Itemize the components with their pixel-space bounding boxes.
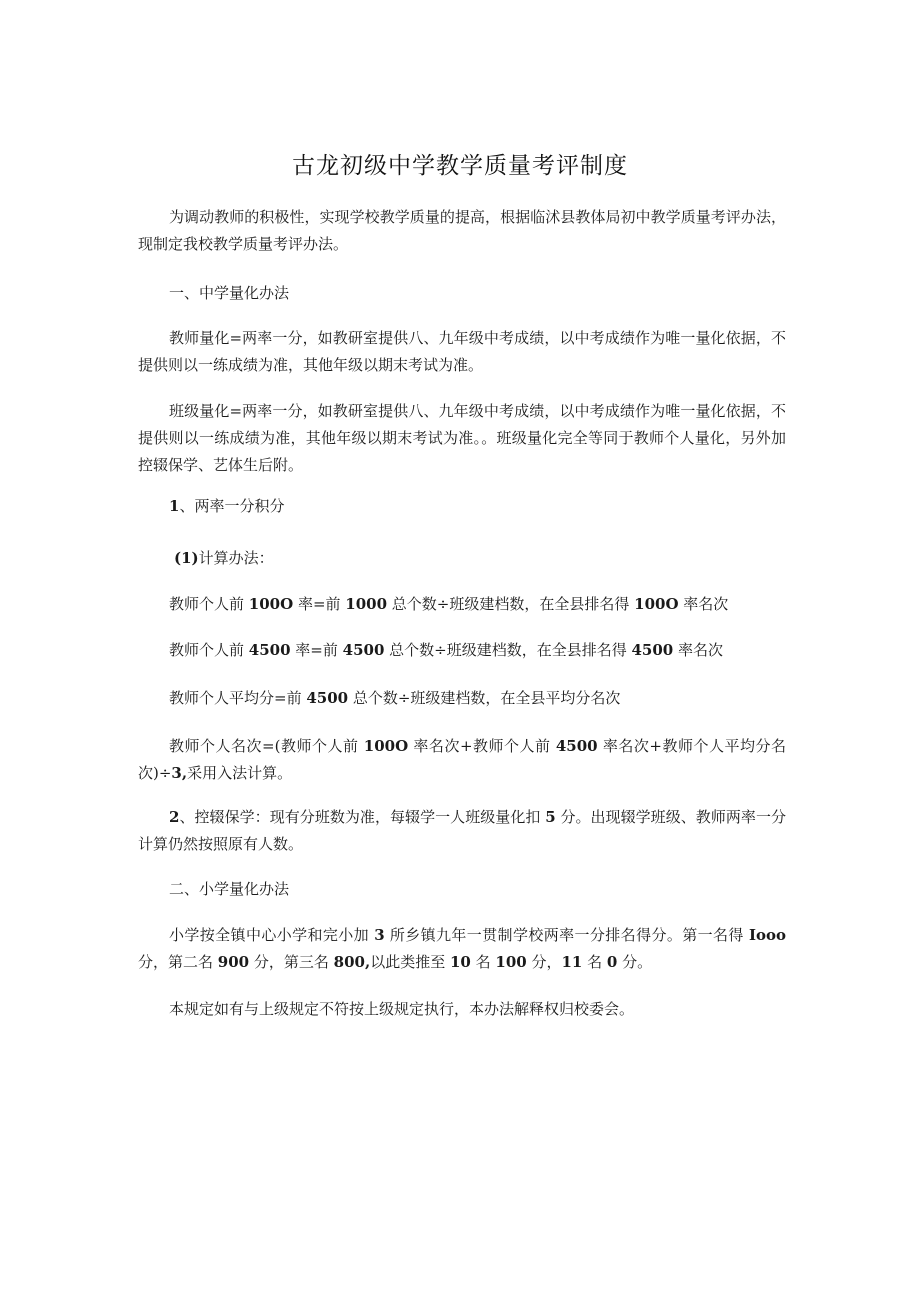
formula-text: 教师个人前 (169, 595, 249, 613)
formula-number: 4500 (555, 737, 598, 755)
dropout-control-paragraph (138, 804, 786, 858)
formula-text: 总个数÷班级建档数，在全县排名得 (387, 595, 635, 613)
primary-text: 小学按全镇中心小学和完小加 (169, 926, 375, 944)
primary-number: 100 (495, 953, 527, 971)
formula-text: 教师个人平均分=前 (169, 689, 307, 707)
formula-text: 教师个人名次=(教师个人前 (169, 737, 364, 755)
closing-note: 本规定如有与上级规定不符按上级规定执行，本办法解释权归校委会。 (169, 1000, 635, 1018)
primary-number: 900 (217, 953, 250, 971)
formula-average-score (138, 685, 786, 712)
formula-personal-rank (138, 733, 786, 787)
primary-text: 名 (582, 953, 607, 971)
primary-text: 分，第二名 (138, 953, 218, 971)
formula-number: 100O (248, 595, 294, 613)
primary-text: 所乡镇九年一贯制学校两率一分排名得分。第一名得 (384, 926, 749, 944)
dropout-number: 5 (545, 808, 556, 826)
formula-4500-rate (138, 637, 786, 664)
primary-text: 以此类推至 (370, 953, 450, 971)
primary-number: 11 (561, 953, 583, 971)
calc-number: (1) (174, 549, 199, 567)
primary-number: 10 (449, 953, 471, 971)
subsection2-number: 2 (169, 808, 180, 826)
primary-text: 分。 (617, 953, 653, 971)
calc-label: 计算办法： (198, 549, 274, 567)
primary-number: 800, (333, 953, 371, 971)
primary-quant-paragraph (138, 922, 786, 976)
formula-text: 率名次 (678, 595, 729, 613)
intro-paragraph: 为调动教师的积极性，实现学校教学质量的提高，根据临沭县教体局初中教学质量考评办法，现制定我校教学质量考评办法。 (138, 208, 786, 253)
formula-text: 总个数÷班级建档数，在全县排名得 (384, 641, 632, 659)
section1-heading: 一、中学量化办法 (169, 284, 290, 302)
calc-heading (138, 545, 786, 572)
formula-number: 4500 (306, 689, 349, 707)
primary-number: 3 (374, 926, 385, 944)
teacher-quant-paragraph: 教师量化=两率一分，如教研室提供八、九年级中考成绩，以中考成绩作为唯一量化依据，不提供则以一练成绩为准，其他年级以期末考试为准。 (138, 329, 786, 374)
formula-text: 率名次+教师个人平均分名次)÷ (138, 737, 786, 782)
formula-number: 4500 (342, 641, 385, 659)
section2-heading: 二、小学量化办法 (169, 880, 290, 898)
formula-text: 采用入法计算。 (187, 764, 293, 782)
formula-number: 100O (634, 595, 679, 613)
formula-text: 率名次 (673, 641, 724, 659)
primary-number: 0 (606, 953, 618, 971)
formula-number: 4500 (248, 641, 291, 659)
formula-number: 100O (363, 737, 409, 755)
formula-number: 4500 (631, 641, 674, 659)
class-quant-paragraph: 班级量化=两率一分，如教研室提供八、九年级中考成绩，以中考成绩作为唯一量化依据，不提供则以一练成绩为准，其他年级以期末考试为准。。班级量化完全等同于教师个人量化，另外加控辍保学、艺体生后附。 (138, 402, 786, 474)
document-title: 古龙初级中学教学质量考评制度 (292, 153, 628, 179)
formula-text: 总个数÷班级建档数，在全县平均分名次 (348, 689, 621, 707)
subsection1-number: 1 (169, 497, 180, 515)
primary-text: 名 (470, 953, 496, 971)
formula-text: 率=前 (290, 641, 343, 659)
subsection1-label: 、两率一分积分 (179, 497, 285, 515)
formula-number: 3, (171, 764, 188, 782)
formula-1000-rate (138, 591, 786, 618)
primary-text: 分， (526, 953, 562, 971)
formula-text: 率名次+教师个人前 (408, 737, 556, 755)
dropout-text: 、控辍保学：现有分班数为准，每辍学一人班级量化扣 (179, 808, 546, 826)
subsection1-heading (138, 493, 786, 520)
primary-number: Iooo (748, 926, 786, 944)
dropout-text: 分。出现辍学班级、教师两率一分计算仍然按照原有人数。 (138, 808, 786, 853)
formula-number: 1000 (345, 595, 388, 613)
formula-text: 率=前 (293, 595, 346, 613)
formula-text: 教师个人前 (169, 641, 249, 659)
primary-text: 分，第三名 (249, 953, 334, 971)
